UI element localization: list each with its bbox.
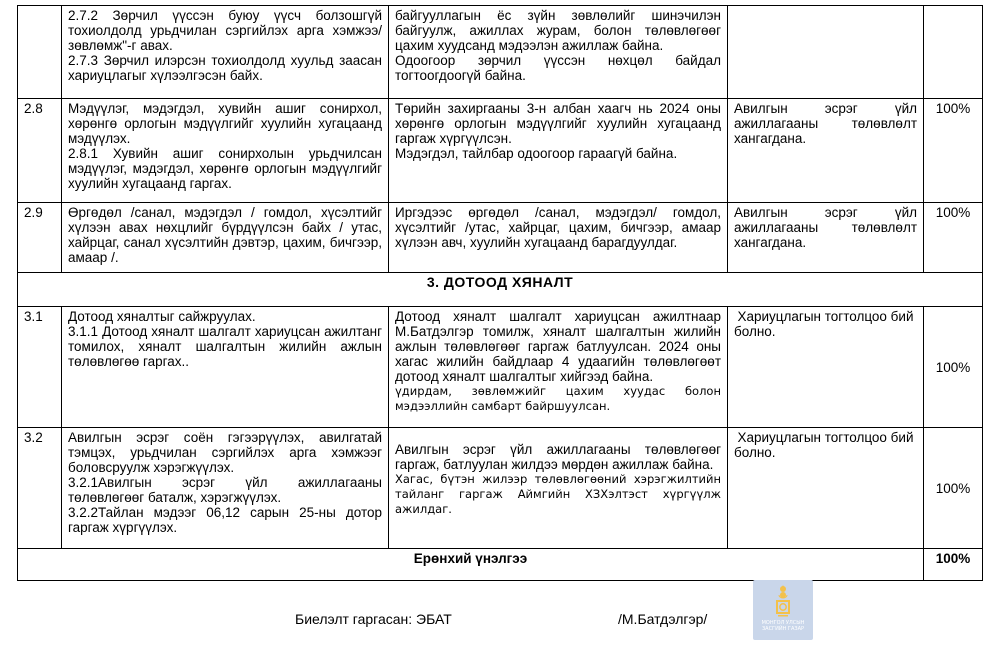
progress-text: Дотоод хяналт шалгалт хариуцсан ажилтнаар М.Батдэлгэр томилж, хяналт шалгалтын жилийн ажлын төлөвлөгөөг гаргаж батлуулсан. 2024 оны хагас жилийн байдлаар 4 удаагийн төлөвлөгөөт дотоод хяналт шалгалтыг хийгээд байна. [395, 309, 721, 384]
task-cell [62, 307, 389, 428]
progress-text: Мэдэгдэл, тайлбар одоогоор гараагүй байна. [395, 146, 678, 161]
task-text: Авилгын эсрэг соён гэгээрүүлэх, авилгатай тэмцэх, урьдчилан сэргийлэх арга хэмжээг боловсруулж хэрэгжүүлэх. [68, 430, 382, 475]
result-cell [728, 203, 924, 273]
row-number: 2.9 [18, 203, 62, 273]
task-text: Дотоод хяналтыг сайжруулах. [68, 309, 256, 324]
task-text: 2.8.1 Хувийн ашиг сонирхолын урьдчилсан мэдүүлэг, мэдэгдэл, хөрөнгө орлогын мэдүүлгийг хуулийн хугацаанд гаргах. [68, 146, 382, 191]
row-number [18, 6, 62, 99]
progress-cell [389, 428, 728, 549]
row-number: 2.8 [18, 99, 62, 203]
result-cell [728, 428, 924, 549]
result-cell [728, 307, 924, 428]
result-text: Хариуцлагын тогтолцоо бий болно. [734, 309, 914, 339]
progress-cell [389, 6, 728, 99]
percent-cell [924, 6, 983, 99]
table-row [18, 307, 983, 428]
task-text: 3.2.1Авилгын эсрэг үйл ажиллагааны төлөвлөгөөг баталж, хэрэгжүүлэх. [68, 475, 382, 505]
task-text: 2.7.2 Зөрчил үүссэн буюу үүсч болзошгүй тохиолдолд урьдчилан сэргийлэх арга хэмжээ/зөвлөмж"-г авах. [68, 8, 382, 53]
task-text: Өргөдөл /санал, мэдэгдэл / гомдол, хүсэлтийг хүлээн авах нөхцлийг бүрдүүлсэн байх / утас, хайрцаг, санал хүсэлтийн дэвтэр, цахим, бичгээр, амаар /. [68, 205, 382, 265]
overall-row [18, 549, 983, 581]
table-row [18, 203, 983, 273]
percent-cell: 100% [924, 428, 983, 549]
row-number: 3.2 [18, 428, 62, 549]
overall-label: Ерөнхий үнэлгээ [18, 549, 924, 581]
result-cell [728, 6, 924, 99]
progress-text: үдирдам, зөвлөмжийг цахим хуудас болон мэдээллийн самбарт байршуулсан. [395, 384, 721, 413]
emblem-text: МОНГОЛ УЛСЫН ЗАСГИЙН ГАЗАР [761, 620, 805, 632]
percent-cell: 100% [924, 203, 983, 273]
progress-text: Иргэдээс өргөдөл /санал, мэдэгдэл/ гомдол, хүсэлтийг /утас, хайрцаг, цахим, бичгээр, амаар хүлээн авч, хуулийн хугацаанд барагдуулдаг. [395, 205, 721, 250]
task-cell [62, 428, 389, 549]
progress-cell [389, 99, 728, 203]
signatory-name: /М.Батдэлгэр/ [618, 611, 708, 627]
percent-cell: 100% [924, 99, 983, 203]
task-text: 3.1.1 Дотоод хяналт шалгалт хариуцсан ажилтанг томилох, хяналт шалгалтын жилийн ажлын төлөвлөгөө гаргах.. [68, 324, 382, 369]
section-title: 3. ДОТООД ХЯНАЛТ [18, 273, 983, 307]
task-cell [62, 6, 389, 99]
percent-cell: 100% [924, 307, 983, 428]
task-text: 2.7.3 Зөрчил илэрсэн тохиолдолд хуульд заасан хариуцлагыг хүлээлгэсэн байх. [68, 53, 382, 83]
progress-text: Төрийн захиргааны 3-н албан хаагч нь 2024 оны хөрөнгө орлогын мэдүүлгийг хуулийн хугацаанд гаргаж хүргүүлсэн. [395, 101, 721, 146]
task-cell [62, 99, 389, 203]
task-cell [62, 203, 389, 273]
section-header-row [18, 273, 983, 307]
table-row [18, 428, 983, 549]
task-text: 3.2.2Тайлан мэдээг 06,12 сарын 25-ны дотор гаргаж хүргүүлэх. [68, 505, 382, 535]
table-row [18, 99, 983, 203]
result-cell [728, 99, 924, 203]
progress-text: Одоогоор зөрчил үүссэн нөхцөл байдал тогтоогдоогүй байна. [395, 53, 721, 83]
overall-percent: 100% [924, 549, 983, 581]
prepared-by-label: Биелэлт гаргасан: ЭБАТ [295, 611, 452, 627]
progress-text: байгууллагын ёс зүйн зөвлөлийг шинэчилэн байгуулж, ажиллах журам, болон төлөвлөгөөг цахим хуудсанд мэдээлэн ажиллаж байна. [395, 8, 721, 53]
task-text: Мэдүүлэг, мэдэгдэл, хувийн ашиг сонирхол, хөрөнгө орлогын мэдүүлгийг хуулийн хугацаанд мэдүүлэх. [68, 101, 382, 146]
progress-cell [389, 307, 728, 428]
report-table [17, 5, 983, 581]
soyombo-icon [766, 584, 800, 620]
result-text: Хариуцлагын тогтолцоо бий болно. [734, 430, 914, 460]
result-text: Авилгын эсрэг үйл ажиллагааны төлөвлөлт хангагдана. [734, 101, 917, 146]
progress-text: Хагас, бүтэн жилээр төлөвлөгөөний хэрэгжилтийн тайланг гаргаж Аймгийн ХЗХэлтэст хүргүүлж ажилдаг. [395, 472, 721, 516]
progress-text: Авилгын эсрэг үйл ажиллагааны төлөвлөгөөг гаргаж, батлуулан жилдээ мөрдөн ажиллаж байна. [395, 442, 721, 472]
government-emblem-icon [753, 580, 813, 640]
progress-cell [389, 203, 728, 273]
result-text: Авилгын эсрэг үйл ажиллагааны төлөвлөлт хангагдана. [734, 205, 917, 250]
table-row [18, 6, 983, 99]
row-number: 3.1 [18, 307, 62, 428]
